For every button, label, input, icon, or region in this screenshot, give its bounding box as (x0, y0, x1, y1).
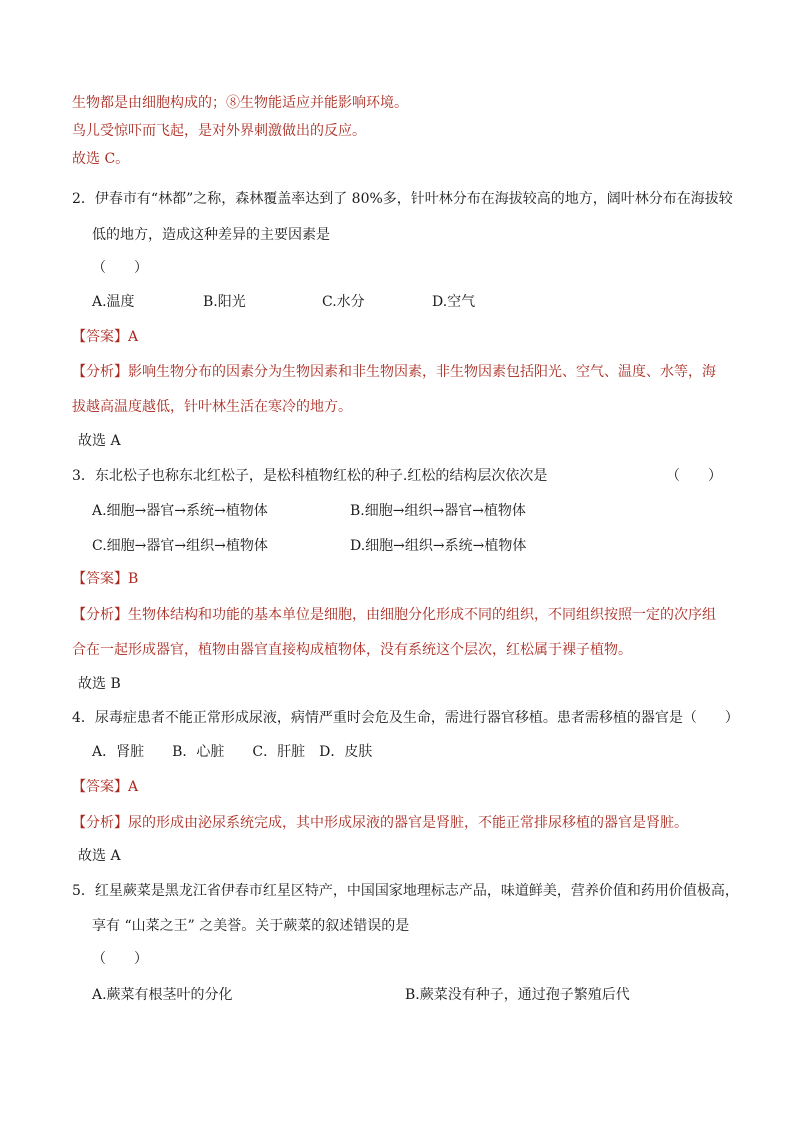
q3-option-d: D.细胞→组织→系统→植物体 (350, 538, 527, 554)
q3-paren: （ ） (666, 468, 722, 484)
q4-choice: 故选 A (78, 848, 121, 864)
q5-stem-line2: 享有 “山菜之王” 之美誉。关于蕨菜的叙述错误的是 (92, 918, 410, 934)
q2-option-d: D.空气 (432, 294, 476, 310)
q2-analysis-line1: 【分析】影响生物分布的因素分为生物因素和非生物因素，非生物因素包括阳光、空气、温度、水等，海 (72, 364, 716, 380)
q3-analysis-line2: 合在一起形成器官，植物由器官直接构成植物体，没有系统这个层次，红松属于裸子植物。 (72, 642, 632, 658)
q2-answer: 【答案】A (72, 329, 139, 345)
prev-analysis-line1: 生物都是由细胞构成的；⑧生物能适应并能影响环境。 (72, 95, 408, 111)
q5-option-b: B.蕨菜没有种子，通过孢子繁殖后代 (405, 987, 630, 1003)
q3-option-c: C.细胞→器官→组织→植物体 (92, 538, 268, 554)
q3-choice: 故选 B (78, 676, 121, 692)
q3-stem-line1: 3．东北松子也称东北红松子，是松科植物红松的种子.红松的结构层次依次是 (72, 468, 548, 484)
q3-analysis-line1: 【分析】生物体结构和功能的基本单位是细胞，由细胞分化形成不同的组织，不同组织按照一定的次序组 (72, 607, 716, 623)
q2-option-c: C.水分 (322, 294, 365, 310)
q3-option-b: B.细胞→组织→器官→植物体 (350, 503, 526, 519)
q3-answer: 【答案】B (72, 571, 139, 587)
prev-analysis-line2: 鸟儿受惊吓而飞起，是对外界刺激做出的反应。 (72, 123, 366, 139)
q3-option-a: A.细胞→器官→系统→植物体 (92, 503, 268, 519)
q2-analysis-line2: 拔越高温度越低，针叶林生活在寒冷的地方。 (72, 399, 352, 415)
q5-option-a: A.蕨菜有根茎叶的分化 (92, 987, 233, 1003)
q4-answer: 【答案】A (72, 779, 139, 795)
q2-choice: 故选 A (78, 433, 121, 449)
prev-choice: 故选 C。 (72, 151, 130, 167)
q5-stem-line1: 5．红星蕨菜是黑龙江省伊春市红星区特产，中国国家地理标志产品，味道鲜美，营养价值和药用价值极高， (72, 883, 739, 899)
q2-paren: （ ） (92, 260, 148, 276)
q4-analysis-line1: 【分析】尿的形成由泌尿系统完成，其中形成尿液的器官是肾脏，不能正常排尿移植的器官是肾脏。 (72, 815, 688, 831)
q2-stem-line1: 2．伊春市有“林都”之称，森林覆盖率达到了 80%多，针叶林分布在海拔较高的地方，阔叶林分布在海拔较 (72, 191, 733, 207)
q5-paren: （ ） (92, 951, 148, 967)
q4-stem-line1: 4．尿毒症患者不能正常形成尿液，病情严重时会危及生命，需进行器官移植。患者需移植的器官是（ ） (72, 710, 739, 726)
q4-options: A．肾脏 B．心脏 C．肝脏 D．皮肤 (92, 744, 373, 760)
q2-stem-line2: 低的地方，造成这种差异的主要因素是 (92, 227, 330, 243)
q2-option-a: A.温度 (92, 294, 135, 310)
q2-option-b: B.阳光 (203, 294, 246, 310)
